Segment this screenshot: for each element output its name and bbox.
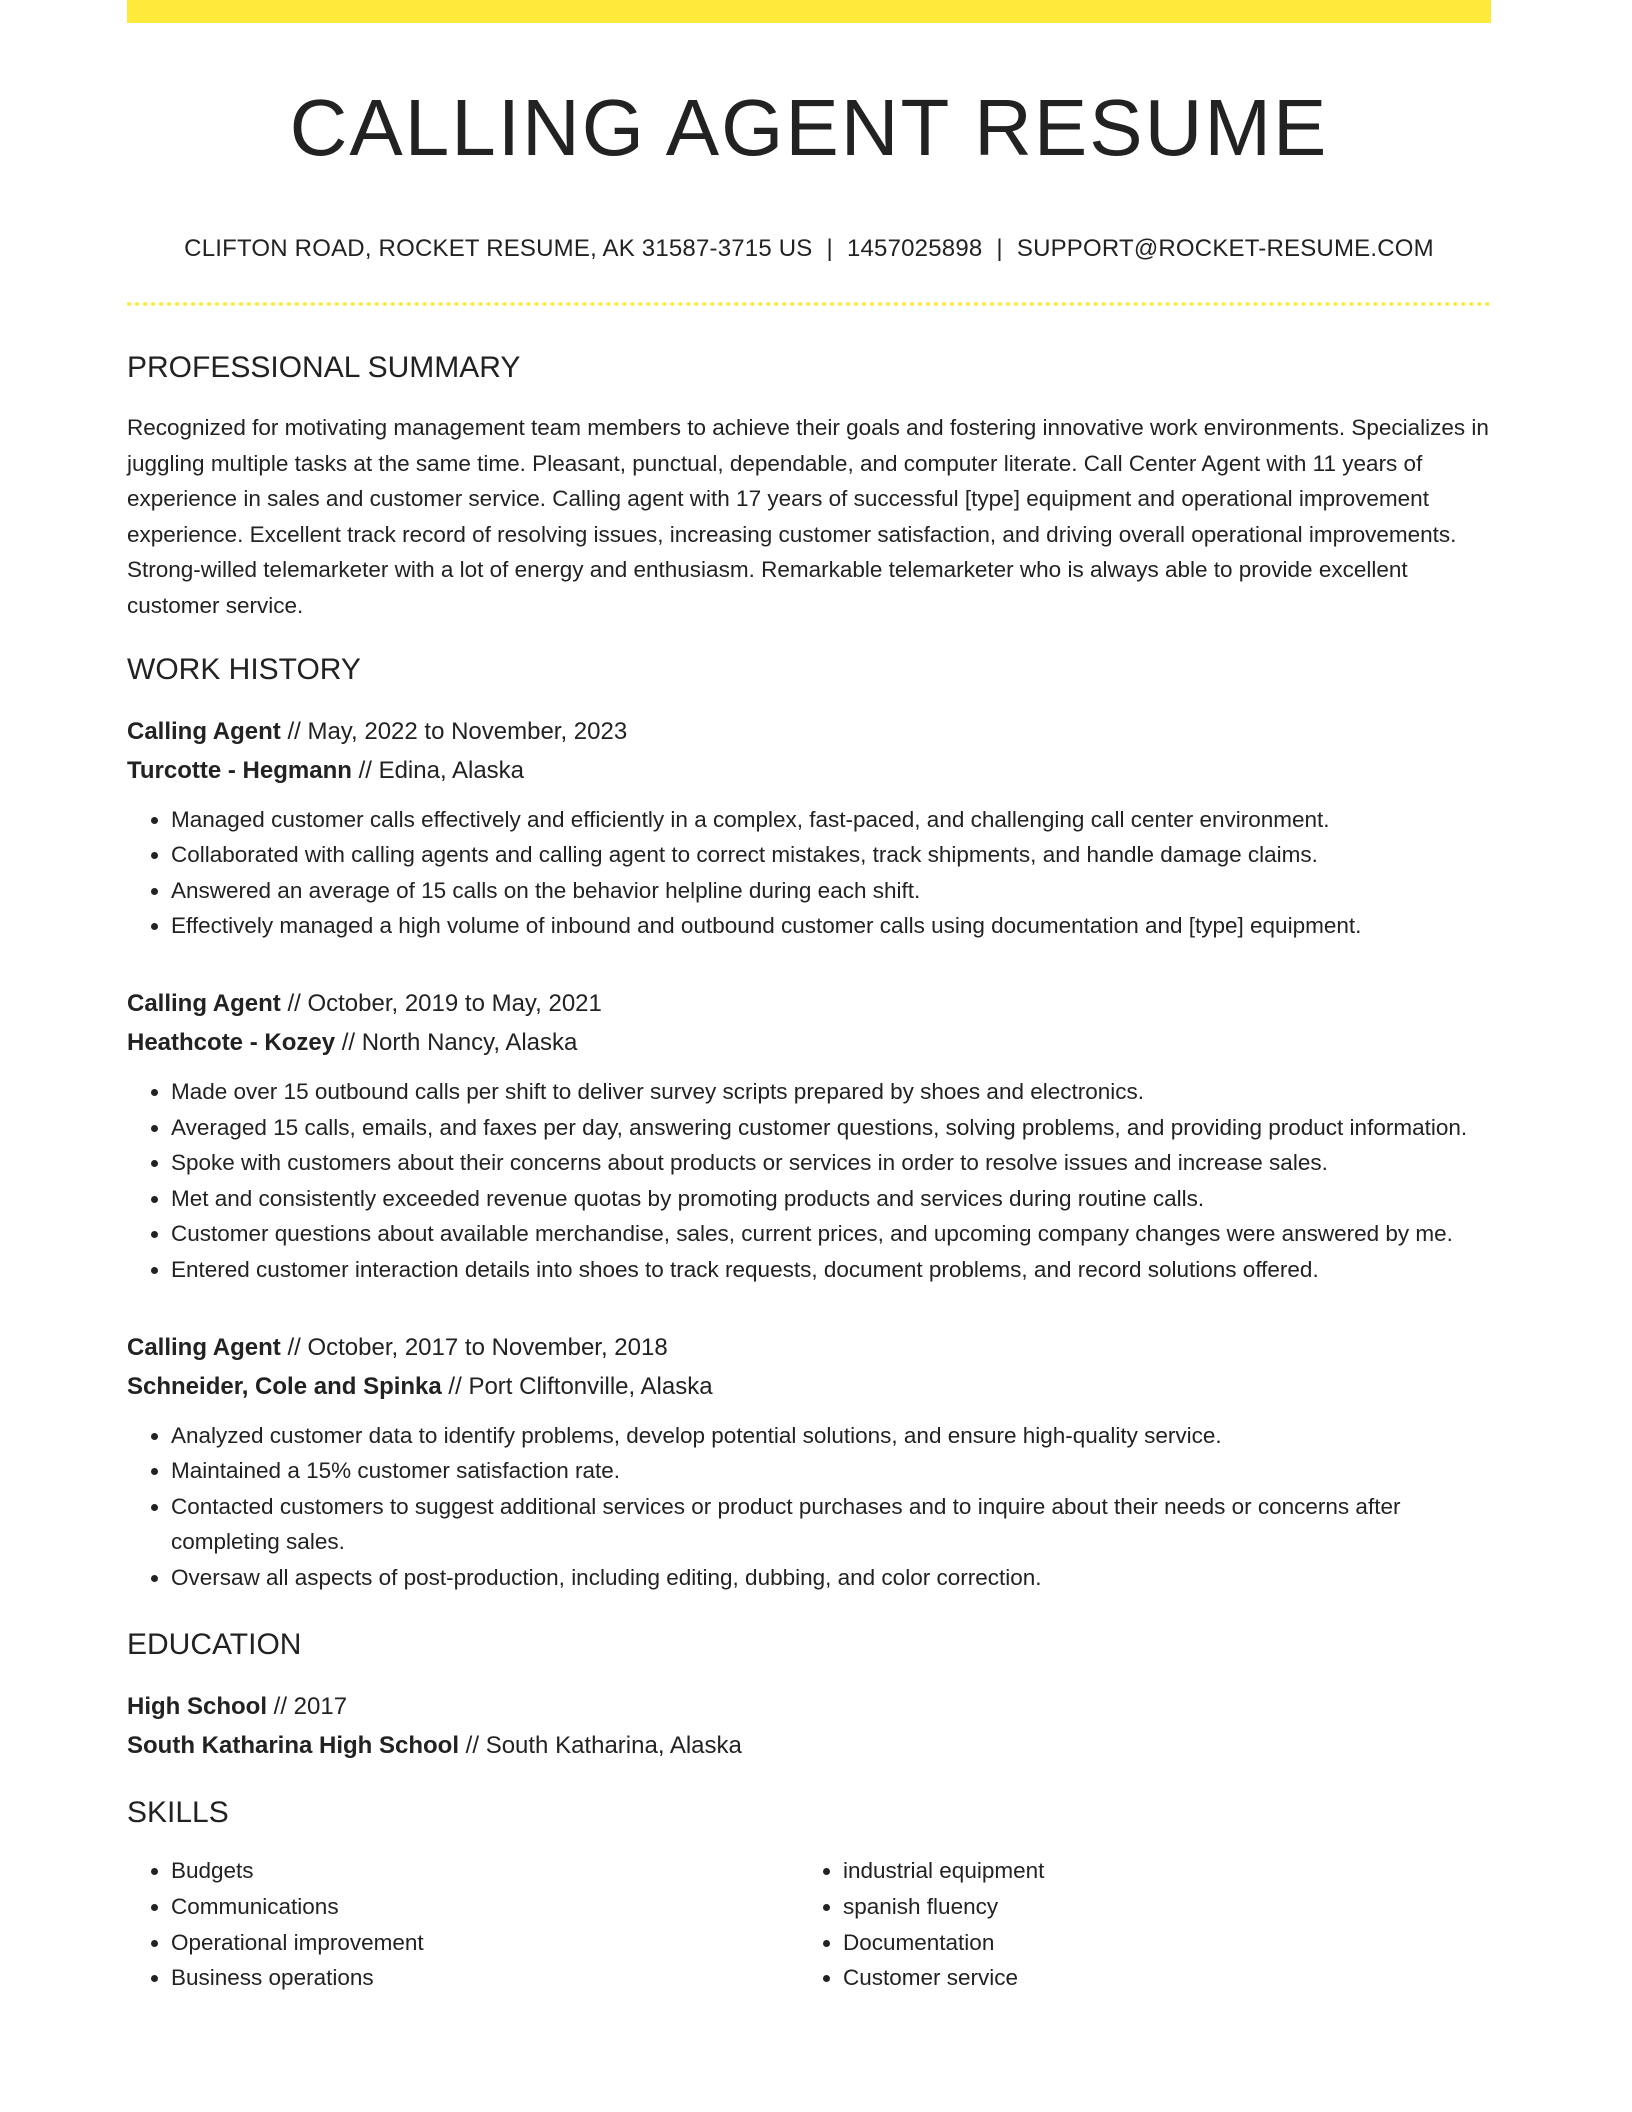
skill-item: • Business operations [171,1960,799,1996]
job-company-line [127,1367,1491,1406]
job-bullet: • Entered customer interaction details into shoes to track requests, document problems, and record solutions offered. [171,1252,1491,1288]
contact-separator: | [826,235,833,262]
skills-left-list [127,1853,799,1995]
job-location: // Port Cliftonville, Alaska [441,1372,713,1400]
education-entry [127,1687,1491,1765]
job-bullet: • Oversaw all aspects of post-production, including editing, dubbing, and color correction. [171,1560,1491,1596]
contact-address: CLIFTON ROAD, ROCKET RESUME, AK 31587-3715 US [184,235,813,262]
job-bullet: • Spoke with customers about their concerns about products or services in order to resolve issues and increase sales. [171,1145,1491,1181]
education-heading: EDUCATION [127,1628,302,1662]
skill-item: • spanish fluency [843,1889,1471,1925]
job-company: Turcotte - Hegmann [127,756,352,784]
job-title-line [127,712,1491,751]
job-company-line [127,1023,1491,1062]
job-bullet: • Contacted customers to suggest additional services or product purchases and to inquire about their needs or concerns after completing sales. [171,1489,1491,1560]
summary-text: Recognized for motivating management team members to achieve their goals and fostering innovative work environments. Specializes in juggling multiple tasks at the same time. Pleasant, punctual, dependable, and computer literate. Call Center Agent with 11 years of experience in sales and customer service. Calling agent with 17 years of successful [type] equipment and operational improvement experience. Excellent track record of resolving issues, increasing customer satisfaction, and driving overall operational improvements. Strong-willed telemarketer with a lot of energy and enthusiasm. Remarkable telemarketer who is always able to provide excellent customer service. [127,415,1489,618]
dotted-divider [127,302,1491,306]
job-bullet: • Made over 15 outbound calls per shift to deliver survey scripts prepared by shoes and electronics. [171,1074,1491,1110]
job-title-line [127,1328,1491,1367]
job-bullet: • Collaborated with calling agents and calling agent to correct mistakes, track shipments, and handle damage claims. [171,837,1491,873]
education-year: // 2017 [267,1693,348,1721]
summary-heading: PROFESSIONAL SUMMARY [127,351,521,384]
job-bullet: • Met and consistently exceeded revenue quotas by promoting products and services during routine calls. [171,1181,1491,1217]
job-bullet: • Maintained a 15% customer satisfaction rate. [171,1453,1491,1489]
resume-content [127,0,1491,1996]
education-degree: High School [127,1693,267,1721]
job-entry [127,712,1491,944]
job-title-line [127,984,1491,1023]
contact-phone: 1457025898 [846,235,983,262]
job-dates: // May, 2022 to November, 2023 [280,717,628,745]
job-entry [127,984,1491,1288]
job-dates: // October, 2019 to May, 2021 [280,989,602,1017]
job-role: Calling Agent [127,717,281,745]
job-company: Schneider, Cole and Spinka [127,1372,442,1400]
contact-line [127,234,1491,264]
job-bullet: • Effectively managed a high volume of inbound and outbound customer calls using documentation and [type] equipment. [171,908,1491,944]
job-role: Calling Agent [127,989,281,1017]
education-school: South Katharina High School [127,1732,460,1760]
contact-separator: | [996,235,1003,262]
skill-item: • Communications [171,1889,799,1925]
job-bullet: • Answered an average of 15 calls on the behavior helpline during each shift. [171,873,1491,909]
education-location: // South Katharina, Alaska [459,1732,742,1760]
job-bullets [127,802,1491,944]
skill-item: • industrial equipment [843,1853,1471,1889]
job-role: Calling Agent [127,1333,281,1361]
job-company-line [127,751,1491,790]
job-bullets [127,1418,1491,1596]
skill-item: • Operational improvement [171,1925,799,1961]
skills-columns [127,1853,1491,1995]
resume-title: CALLING AGENT RESUME [289,83,1329,172]
skill-item: • Customer service [843,1960,1471,1996]
job-location: // North Nancy, Alaska [335,1028,578,1056]
skills-right-list [799,1853,1471,1995]
skill-item: • Documentation [843,1925,1471,1961]
job-bullet: • Managed customer calls effectively and efficiently in a complex, fast-paced, and challenging call center environment. [171,802,1491,838]
job-bullet: • Averaged 15 calls, emails, and faxes per day, answering customer questions, solving problems, and providing product information. [171,1110,1491,1146]
skills-heading: SKILLS [127,1796,229,1830]
education-school-line [127,1726,1491,1765]
job-location: // Edina, Alaska [351,756,525,784]
education-degree-line [127,1687,1491,1726]
job-bullets [127,1074,1491,1288]
job-company: Heathcote - Kozey [127,1028,336,1056]
skill-item: • Budgets [171,1853,799,1889]
job-dates: // October, 2017 to November, 2018 [280,1333,668,1361]
job-bullet: • Customer questions about available merchandise, sales, current prices, and upcoming company changes were answered by me. [171,1216,1491,1252]
job-entry [127,1328,1491,1596]
work-history-heading: WORK HISTORY [127,652,361,686]
contact-email: SUPPORT@ROCKET-RESUME.COM [1016,235,1434,262]
job-bullet: • Analyzed customer data to identify problems, develop potential solutions, and ensure high-quality service. [171,1418,1491,1454]
